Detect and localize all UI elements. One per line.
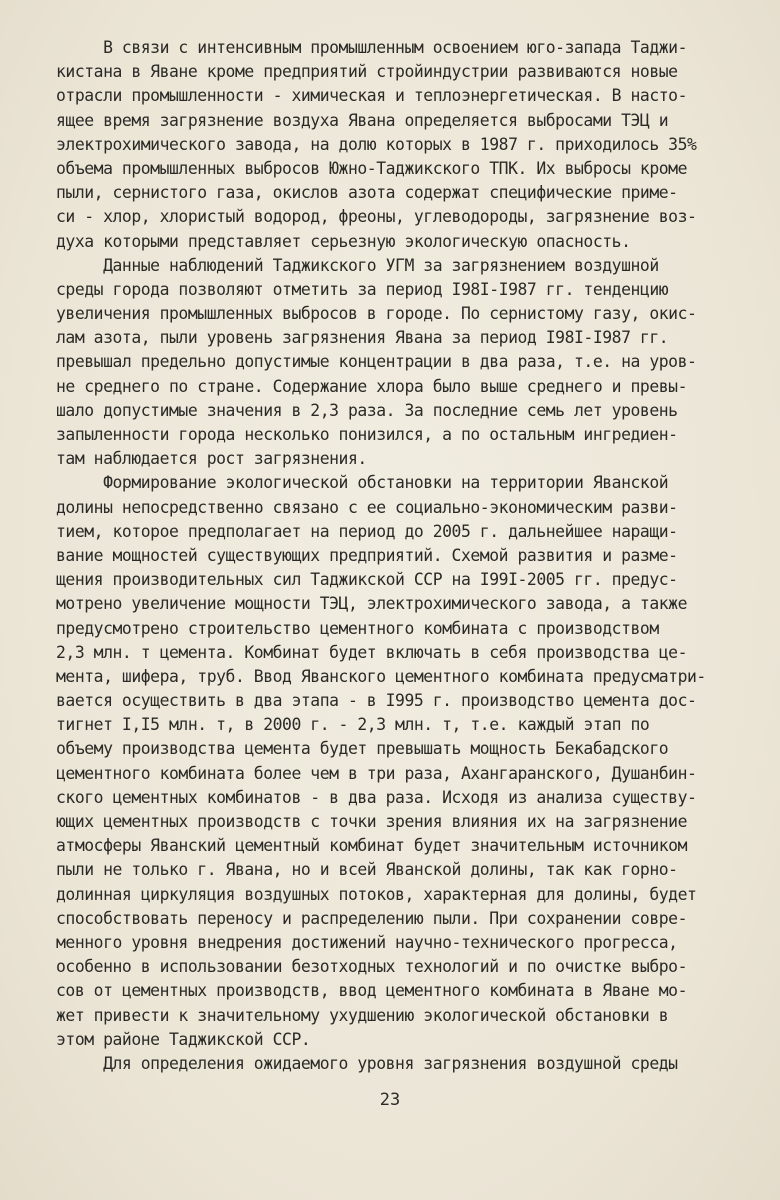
text-line: увеличения промышленных выбросов в городе. По сернистому газу, окис-: [56, 304, 697, 324]
text-line: си - хлор, хлористый водород, фреоны, углеводороды, загрязнение воз-: [56, 207, 697, 227]
text-line: объема промышленных выбросов Южно-Таджикского ТПК. Их выбросы кроме: [56, 158, 688, 178]
text-line: 2,3 млн. т цемента. Комбинат будет включать в себя производства це-: [56, 642, 688, 662]
text-line: долины непосредственно связано с ее социально-экономическим разви-: [56, 497, 678, 517]
text-line: электрохимического завода, на долю которых в 1987 г. приходилось 35%: [56, 134, 697, 154]
text-line: вание мощностей существующих предприятий. Схемой развития и разме-: [56, 545, 678, 565]
text-line: ющих цементных производств с точки зрения влияния их на загрязнение: [56, 812, 688, 831]
text-line: кистана в Яване кроме предприятий стройиндустрии развиваются новые: [56, 62, 678, 82]
text-line: особенно в использовании безотходных технологий и по очистке выбро-: [56, 957, 688, 977]
text-line: Данные наблюдений Таджикского УГМ за загрязнением воздушной: [56, 255, 659, 275]
text-line: тигнет I,I5 млн. т, в 2000 г. - 2,3 млн. т, т.е. каждый этап по: [56, 715, 650, 735]
text-line: мотрено увеличение мощности ТЭЦ, электрохимического завода, а также: [56, 594, 688, 614]
text-line: тием, которое предполагает на период до 2005 г. дальнейшее наращи-: [56, 521, 678, 541]
text-line: цементного комбината более чем в три раза, Ахангаранского, Душанбин-: [56, 763, 697, 783]
text-line: вается осуществить в два этапа - в I995 г. производство цемента дос-: [56, 691, 697, 711]
text-line: там наблюдается рост загрязнения.: [56, 449, 367, 469]
text-line: ского цементных комбинатов - в два раза. Исходя из анализа существу-: [56, 787, 697, 807]
text-line: сов от цементных производств, ввод цементного комбината в Яване мо-: [56, 981, 688, 1001]
page-number: 23: [379, 1090, 401, 1110]
text-line: не среднего по стране. Содержание хлора было выше среднего и превы-: [56, 376, 688, 396]
text-line: лам азота, пыли уровень загрязнения Явана за период I98I-I987 гг.: [56, 328, 669, 348]
text-line: среды города позволяют отметить за период I98I-I987 гг. тенденцию: [56, 279, 669, 299]
text-line: объему производства цемента будет превышать мощность Бекабадского: [56, 739, 669, 759]
text-line: пыли не только г. Явана, но и всей Яванской долины, так как горно-: [56, 860, 678, 880]
text-line: долинная циркуляция воздушных потоков, характерная для долины, будет: [56, 884, 697, 904]
text-line: жет привести к значительному ухудшению экологической обстановки в: [56, 1005, 669, 1025]
text-line: духа которыми представляет серьезную экологическую опасность.: [56, 231, 631, 251]
text-line: пыли, сернистого газа, окислов азота содержат специфические приме-: [56, 183, 678, 203]
text-line: атмосферы Яванский цементный комбинат будет значительным источником: [56, 836, 688, 856]
text-line: предусмотрено строительство цементного комбината с производством: [56, 618, 659, 638]
text-line: превышал предельно допустимые концентрации в два раза, т.е. на уров-: [56, 352, 697, 372]
text-line: способствовать переносу и распределению пыли. При сохранении совре-: [56, 908, 688, 928]
text-line: щения производительных сил Таджикской ССР на I99I-2005 гг. предус-: [56, 570, 678, 590]
text-line: запыленности города несколько понизился, а по остальным ингредиен-: [56, 425, 678, 444]
text-line: отрасли промышленности - химическая и теплоэнергетическая. В насто-: [56, 86, 688, 106]
text-line: Формирование экологической обстановки на территории Яванской: [56, 473, 669, 493]
text-line: шало допустимые значения в 2,3 раза. За последние семь лет уровень: [56, 400, 678, 420]
text-line: мента, шифера, труб. Ввод Яванского цементного комбината предусматри-: [56, 666, 706, 686]
text-line: Для определения ожидаемого уровня загрязнения воздушной среды: [56, 1053, 678, 1073]
text-line: этом районе Таджикской ССР.: [56, 1029, 311, 1049]
body-text: [56, 36, 716, 1076]
text-line: В связи с интенсивным промышленным освоением юго-запада Таджи-: [56, 38, 688, 57]
text-line: ящее время загрязнение воздуха Явана определяется выбросами ТЭЦ и: [56, 110, 669, 130]
text-line: менного уровня внедрения достижений научно-технического прогресса,: [56, 932, 678, 952]
